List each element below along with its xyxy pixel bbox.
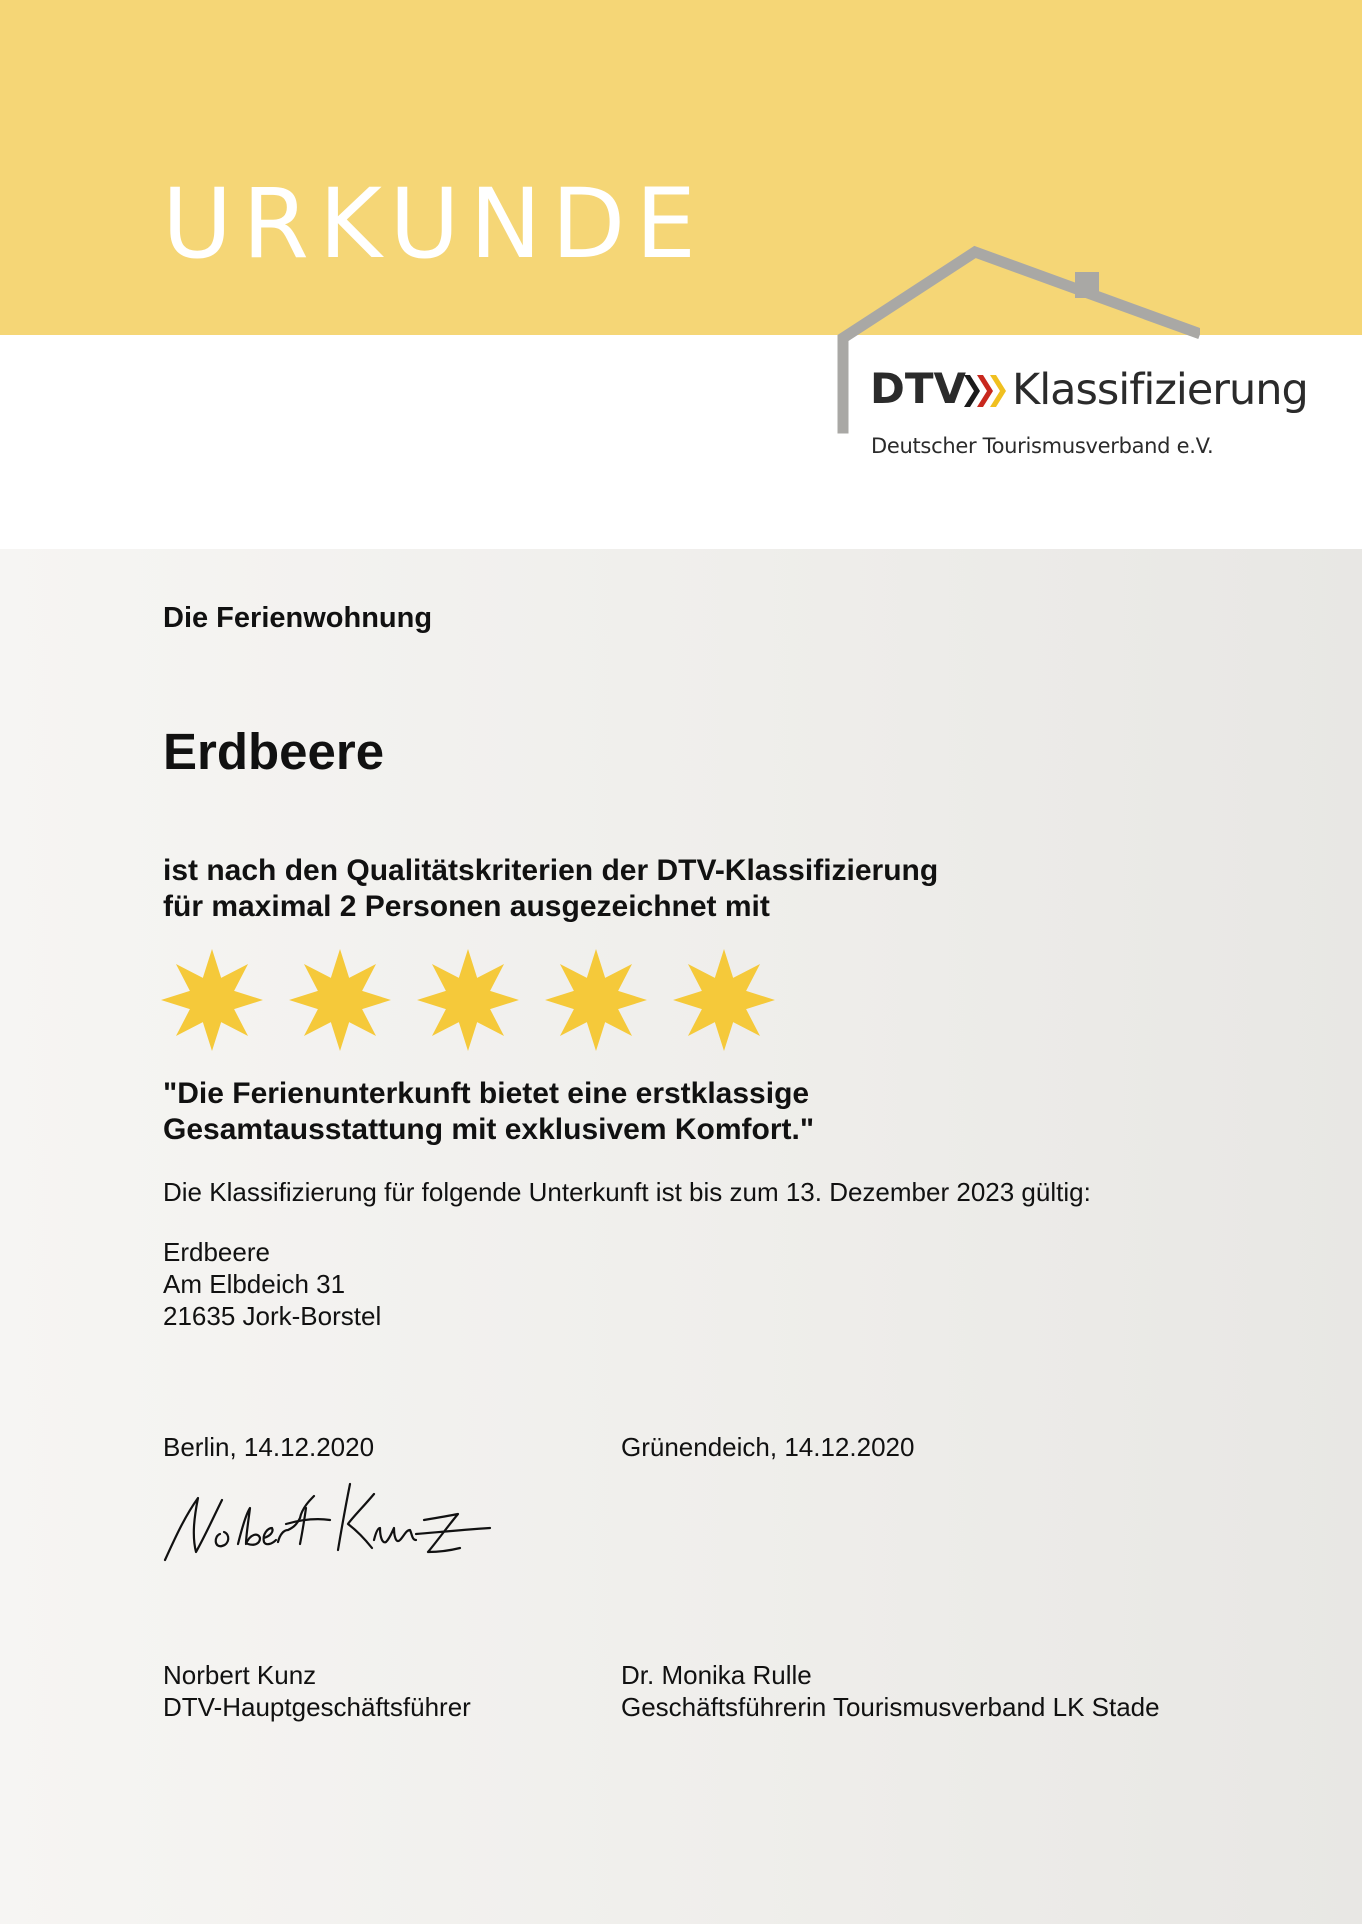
certificate-title: URKUNDE <box>162 168 706 280</box>
star-icon <box>160 948 264 1052</box>
place-date-left: Berlin, 14.12.2020 <box>163 1432 375 1462</box>
address-city: 21635 Jork-Borstel <box>163 1301 382 1331</box>
signature-norbert-kunz <box>160 1478 560 1578</box>
accommodation-type: Die Ferienwohnung <box>163 602 433 634</box>
accommodation-name: Erdbeere <box>163 723 385 780</box>
klassifizierung-logo-text: Klassifizierung <box>1012 365 1308 415</box>
quote-line1: "Die Ferienunterkunft bietet eine erstklassige <box>163 1077 810 1110</box>
organization-name: Deutscher Tourismusverband e.V. <box>871 434 1214 458</box>
star-icon <box>544 948 648 1052</box>
address-street: Am Elbdeich 31 <box>163 1269 346 1299</box>
signer-left-title: DTV-Hauptgeschäftsführer <box>163 1692 471 1722</box>
address-name: Erdbeere <box>163 1237 270 1267</box>
dtv-logo-text: DTV <box>870 364 967 413</box>
validity-text: Die Klassifizierung für folgende Unterkunft ist bis zum 13. Dezember 2023 gültig: <box>163 1177 1091 1207</box>
place-date-right: Grünendeich, 14.12.2020 <box>621 1432 915 1462</box>
star-icon <box>672 948 776 1052</box>
criteria-text-line2: für maximal 2 Personen ausgezeichnet mit <box>163 890 770 923</box>
quote-line2: Gesamtausstattung mit exklusivem Komfort." <box>163 1113 815 1146</box>
star-rating <box>160 948 800 1052</box>
signer-right-name: Dr. Monika Rulle <box>621 1660 812 1690</box>
signer-left-name: Norbert Kunz <box>163 1660 317 1690</box>
star-icon <box>288 948 392 1052</box>
criteria-text-line1: ist nach den Qualitätskriterien der DTV-Klassifizierung <box>163 854 939 887</box>
chevrons-logo-icon <box>962 371 1014 411</box>
star-icon <box>416 948 520 1052</box>
signer-right-title: Geschäftsführerin Tourismusverband LK Stade <box>621 1692 1160 1722</box>
